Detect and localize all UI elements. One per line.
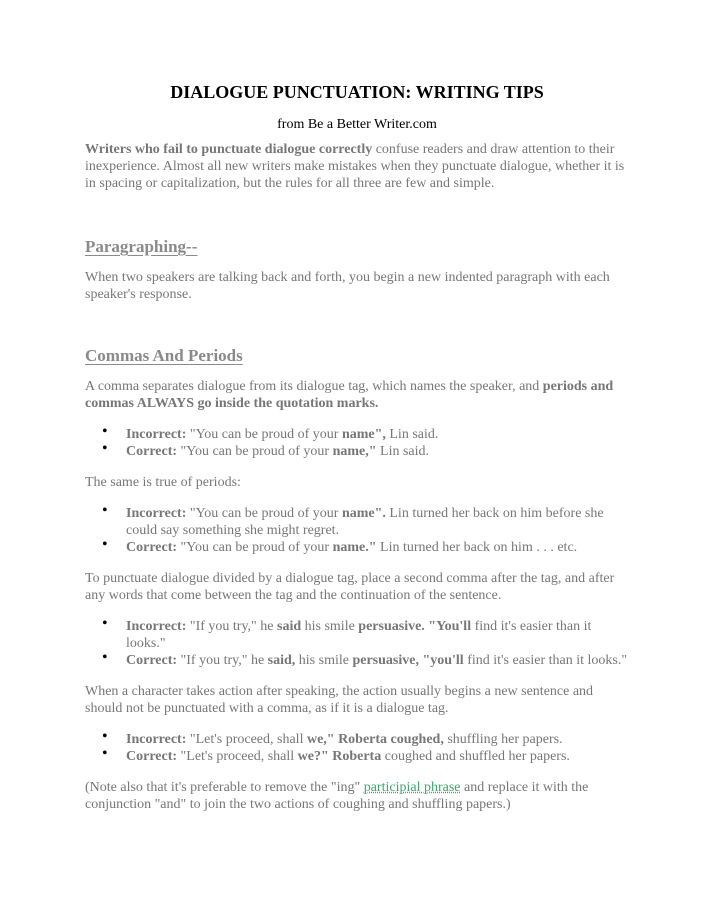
- list-item: [85, 649, 633, 669]
- list-item: [85, 728, 633, 748]
- list-item: [85, 423, 633, 443]
- list-item: [85, 440, 633, 460]
- example-text: his smile: [295, 653, 353, 668]
- example-bold: name.": [332, 540, 377, 555]
- example-list-1: [85, 423, 633, 460]
- document-body: [85, 141, 633, 813]
- note-paragraph: [85, 779, 633, 813]
- bullet-icon: •: [102, 649, 108, 666]
- bullet-icon: •: [102, 440, 108, 457]
- example-text: "If you try," he: [186, 619, 277, 634]
- list-item: [85, 745, 633, 765]
- example-label: Correct:: [126, 444, 178, 459]
- example-text: "Let's proceed, shall: [186, 732, 307, 747]
- bullet-icon: •: [102, 728, 108, 745]
- intro-bold: Writers who fail to punctuate dialogue correctly: [85, 142, 373, 157]
- example-text: shuffling her papers.: [443, 732, 563, 747]
- list-item: [85, 536, 633, 556]
- example-text: Lin said.: [385, 427, 439, 442]
- note-text: and replace it with the conjunction "and" to join the two actions of coughing and shuffling papers.): [85, 780, 589, 812]
- list-item: [85, 502, 633, 539]
- example-text: Lin said.: [376, 444, 430, 459]
- bullet-icon: •: [102, 745, 108, 762]
- commas-paragraph-3: To punctuate dialogue divided by a dialogue tag, place a second comma after the tag, and after any words that come between the tag and the continuation of the sentence.: [85, 571, 615, 603]
- example-text: find it's easier than it looks.": [463, 653, 628, 668]
- participial-phrase-link[interactable]: participial phrase: [363, 780, 461, 795]
- example-label: Correct:: [126, 653, 178, 668]
- example-text: "If you try," he: [177, 653, 268, 668]
- example-label: Correct:: [126, 749, 178, 764]
- commas-paragraph-2: The same is true of periods:: [85, 475, 241, 490]
- example-label: Incorrect:: [126, 619, 187, 634]
- example-text: "You can be proud of your: [186, 427, 342, 442]
- bullet-icon: •: [102, 502, 108, 519]
- example-list-2: [85, 502, 633, 556]
- example-text: Lin turned her back on him before she could say something she might regret.: [126, 506, 604, 538]
- bullet-icon: •: [102, 423, 108, 440]
- example-text: Lin turned her back on him . . . etc.: [376, 540, 578, 555]
- commas-paragraph-1: [85, 378, 633, 412]
- example-text: "You can be proud of your: [177, 444, 333, 459]
- bullet-icon: •: [102, 615, 108, 632]
- example-text: "Let's proceed, shall: [177, 749, 298, 764]
- heading-commas-periods: Commas And Periods: [85, 346, 243, 365]
- example-bold: name,": [332, 444, 377, 459]
- commas-p1-text: A comma separates dialogue from its dialogue tag, which names the speaker, and: [85, 379, 543, 394]
- example-label: Incorrect:: [126, 506, 187, 521]
- example-label: Incorrect:: [126, 732, 187, 747]
- paragraphing-text: When two speakers are talking back and forth, you begin a new indented paragraph with each speaker's response.: [85, 270, 610, 302]
- example-bold: name",: [341, 427, 386, 442]
- example-bold: persuasive. "You'll: [358, 619, 472, 634]
- page-title: DIALOGUE PUNCTUATION: WRITING TIPS: [170, 82, 544, 102]
- bullet-icon: •: [102, 536, 108, 553]
- commas-p1-bold: periods and commas ALWAYS go inside the quotation marks.: [85, 379, 614, 411]
- example-text: "You can be proud of your: [177, 540, 333, 555]
- example-label: Incorrect:: [126, 427, 187, 442]
- example-text: "You can be proud of your: [186, 506, 342, 521]
- example-bold: we," Roberta coughed,: [306, 732, 444, 747]
- commas-paragraph-4: When a character takes action after speaking, the action usually begins a new sentence and should not be punctuated with a comma, as if it is a dialogue tag.: [85, 684, 594, 716]
- example-bold: persuasive, "you'll: [352, 653, 464, 668]
- heading-paragraphing: Paragraphing--: [85, 237, 198, 256]
- intro-text: confuse readers and draw attention to their inexperience. Almost all new writers make mistakes when they punctuate dialogue, whether it is in spacing or capitalization, but the rules for all three are few and simple.: [85, 142, 625, 191]
- intro-paragraph: [85, 141, 633, 192]
- example-bold: we?" Roberta: [297, 749, 382, 764]
- example-list-3: [85, 615, 633, 669]
- example-list-4: [85, 728, 633, 765]
- list-item: [85, 615, 633, 652]
- example-bold: name".: [341, 506, 386, 521]
- note-text: (Note also that it's preferable to remove the "ing": [85, 780, 364, 795]
- example-text: coughed and shuffled her papers.: [381, 749, 570, 764]
- example-text: find it's easier than it looks.": [126, 619, 592, 651]
- example-label: Correct:: [126, 540, 178, 555]
- example-bold: said,: [267, 653, 296, 668]
- example-text: his smile: [301, 619, 359, 634]
- example-bold: said: [277, 619, 302, 634]
- page-subtitle: from Be a Better Writer.com: [277, 117, 437, 132]
